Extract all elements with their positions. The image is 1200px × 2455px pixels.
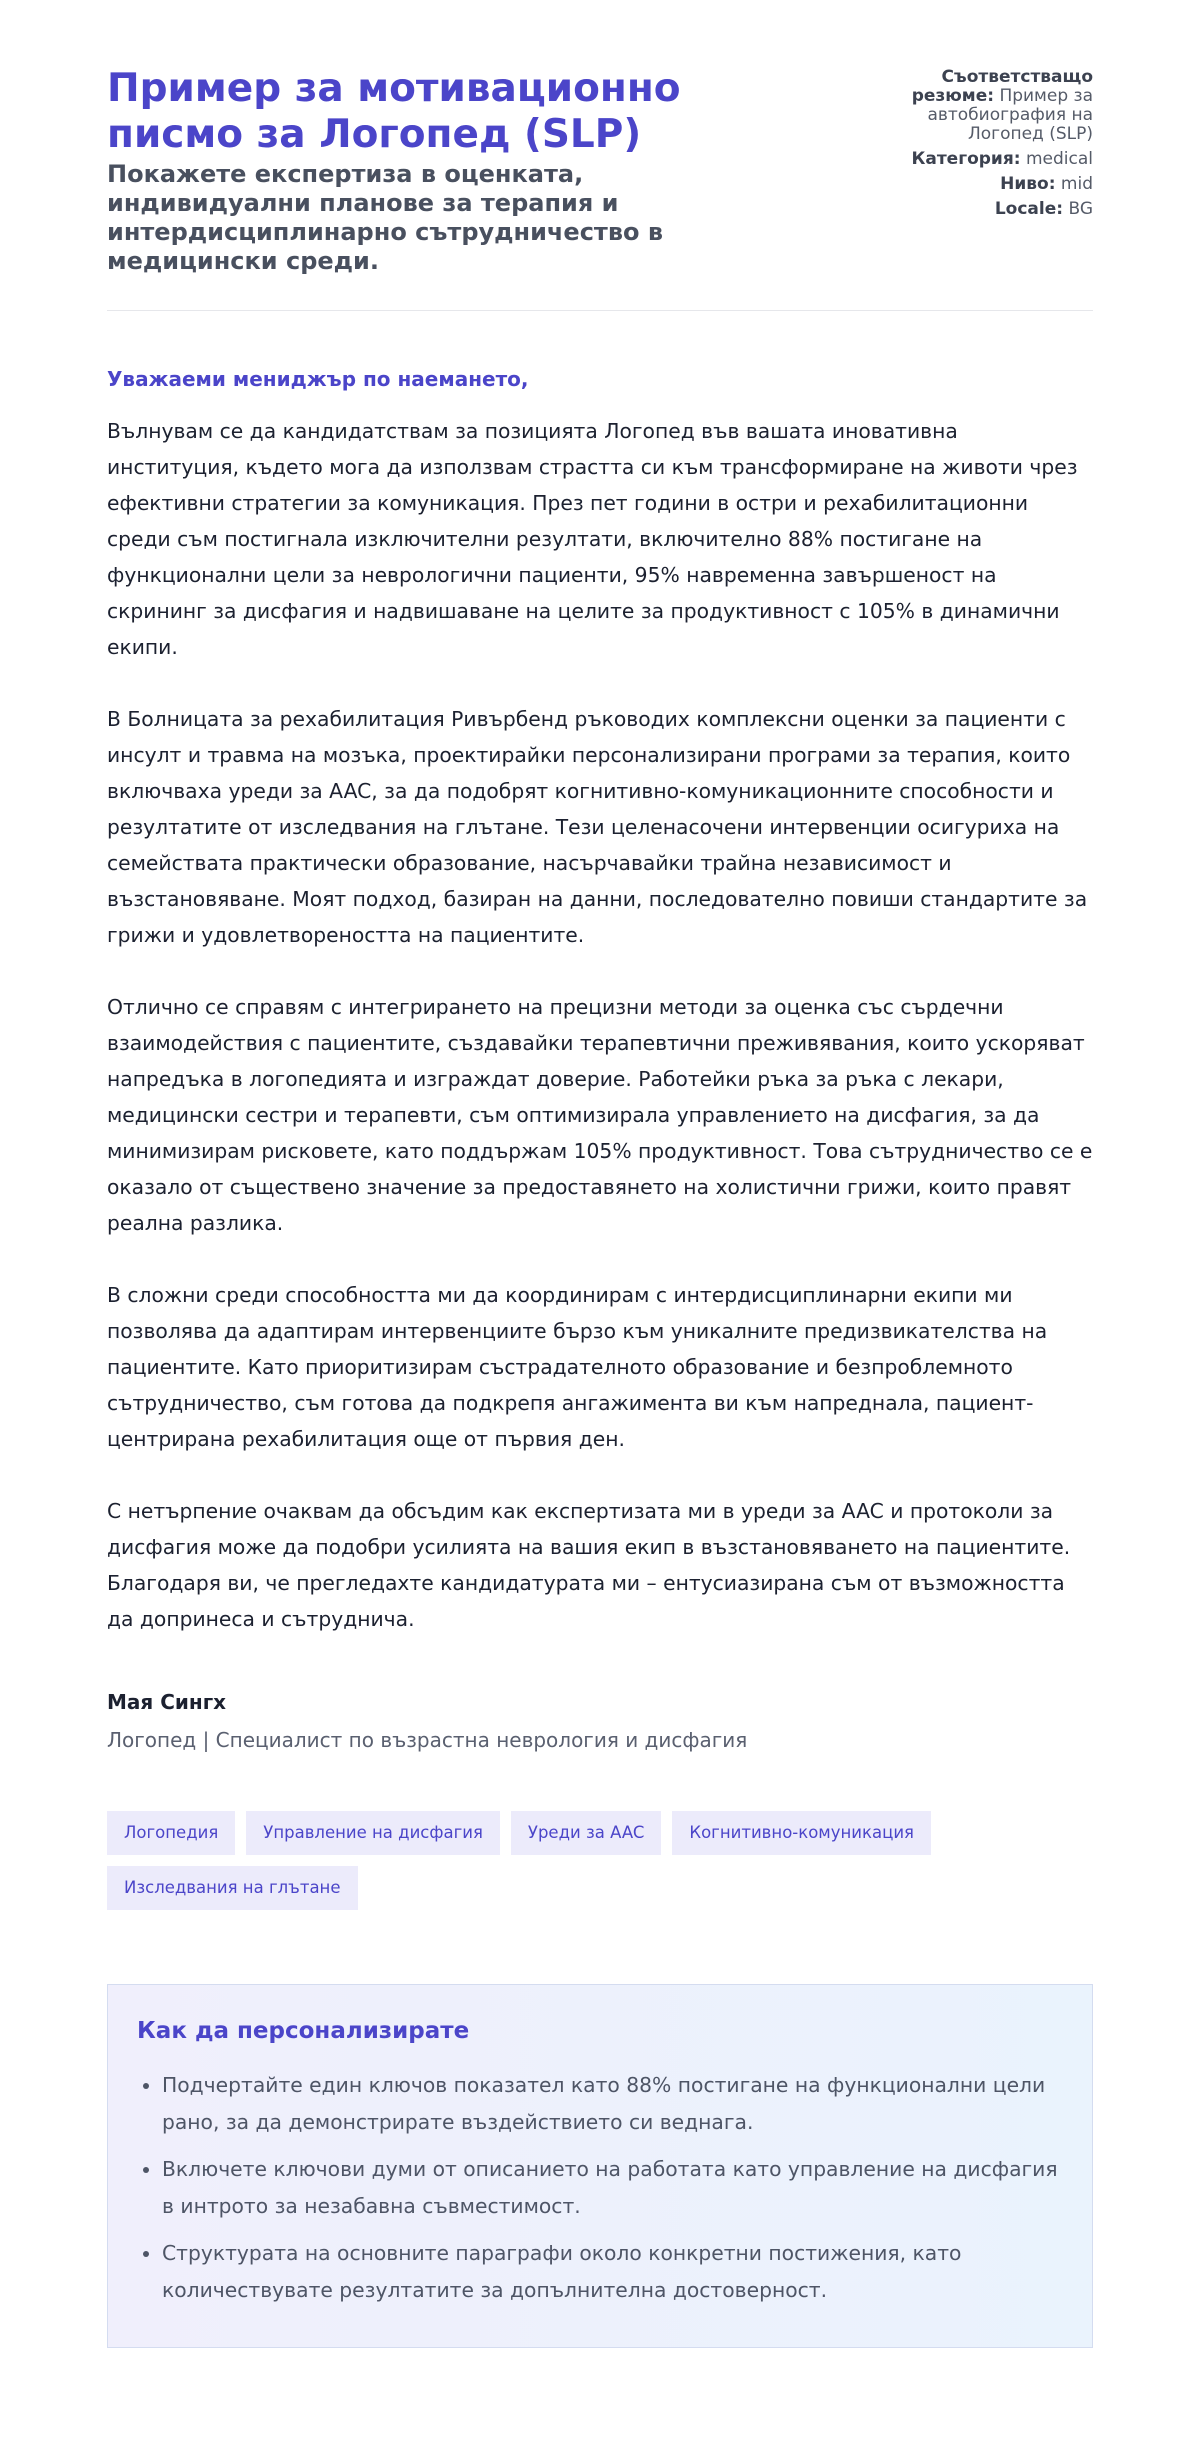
meta-value-resume-link: Пример за автобиография на Логопед (SLP) xyxy=(927,86,1093,144)
skill-tag: Логопедия xyxy=(107,1811,235,1855)
meta-key: Категория: xyxy=(911,149,1021,169)
meta-value: medical xyxy=(1025,149,1093,169)
letter-paragraph: Вълнувам се да кандидатствам за позицията Логопед във вашата иновативна институция, където мога да използвам страстта си към трансформиране на животи чрез ефективни стратегии за комуникация. През пет години в остри и рехабилитационни среди съм постигнала изключителни резултати, включително 88% постигане на функционални цели за неврологични пациенти, 95% навременна завършеност на скрининг за дисфагия и надвишаване на целите за продуктивност с 105% в динамични екипи. xyxy=(107,419,1078,659)
skill-tag: Когнитивно-комуникация xyxy=(672,1811,931,1855)
tips-list-item: • Включете ключови думи от описанието на работата като управление на дисфагия в интрото за незабавна съвместимост. xyxy=(162,2151,1063,2225)
skill-tags xyxy=(107,1811,1093,1921)
meta-matching-resume xyxy=(883,68,1093,144)
meta-value: mid xyxy=(1060,174,1093,194)
page-title: Пример за мотивационно писмо за Логопед (SLP) xyxy=(107,66,681,157)
skill-tag: Изследвания на глътане xyxy=(107,1866,358,1910)
letter-paragraph: В сложни среди способността ми да координирам с интердисциплинарни екипи ми позволява да адаптирам интервенциите бързо към уникалните предизвикателства на пациентите. Като приоритизирам състрадателното образование и безпроблемното сътрудничество, съм готова да подкрепя ангажимента ви към напреднала, пациент-центрирана рехабилитация още от първия ден. xyxy=(107,1283,1048,1451)
skill-tag: Уреди за AAC xyxy=(511,1811,661,1855)
letter-paragraph: В Болницата за рехабилитация Ривърбенд ръководих комплексни оценки за пациенти с инсулт и травма на мозъка, проектирайки персонализирани програми за терапия, които включваха уреди за AAC, за да подобрят когнитивно-комуникационните способности и резултатите от изследвания на глътане. Тези целенасочени интервенции осигуриха на семействата практически образование, насърчавайки трайна независимост и възстановяване. Моят подход, базиран на данни, последователно повиши стандартите за грижи и удовлетвореността на пациентите. xyxy=(107,707,1088,947)
meta-key: Ниво: xyxy=(1000,174,1056,194)
tips-list-item: • Структурата на основните параграфи около конкретни постижения, като количествувате резултатите за допълнителна достоверност. xyxy=(162,2235,1063,2309)
skill-tag: Управление на дисфагия xyxy=(246,1811,500,1855)
meta-level xyxy=(883,175,1093,194)
tips-list-item: • Подчертайте един ключов показател като 88% постигане на функционални цели рано, за да демонстрирате въздействието си веднага. xyxy=(162,2067,1063,2141)
signature-role: Логопед | Специалист по възрастна неврология и дисфагия xyxy=(107,1728,748,1752)
meta-locale xyxy=(883,200,1093,219)
meta-panel xyxy=(883,66,1093,225)
letter-paragraph: С нетърпение очаквам да обсъдим как експертизата ми в уреди за AAC и протоколи за дисфагия може да подобри усилията на вашия екип в възстановяването на пациентите. Благодаря ви, че прегледахте кандидатурата ми – ентусиазирана съм от възможността да допринеса и сътруднича. xyxy=(107,1499,1071,1631)
signature-name: Мая Сингх xyxy=(107,1690,227,1714)
meta-category xyxy=(883,150,1093,169)
header-title-block xyxy=(107,66,727,276)
meta-key: Съответстващо резюме: xyxy=(911,67,1093,106)
letter-body xyxy=(107,367,1093,1753)
signature-block xyxy=(107,1689,1093,1753)
tips-list xyxy=(137,2067,1063,2309)
letter-greeting: Уважаеми мениджър по наемането, xyxy=(107,367,529,391)
tips-title: Как да персонализирате xyxy=(137,2018,470,2044)
letter-paragraph: Отлично се справям с интегрирането на прецизни методи за оценка със сърдечни взаимодействия с пациентите, създавайки терапевтични преживявания, които ускоряват напредъка в логопедията и изграждат доверие. Работейки ръка за ръка с лекари, медицински сестри и терапевти, съм оптимизирала управлението на дисфагия, за да минимизирам рисковете, като поддържам 105% продуктивност. Това сътрудничество се е оказало от съществено значение за предоставянето на холистични грижи, които правят реална разлика. xyxy=(107,995,1093,1235)
meta-value: BG xyxy=(1068,199,1093,219)
page-subtitle: Покажете експертиза в оценката, индивидуални планове за терапия и интердисциплинарно сътрудничество в медицински среди. xyxy=(107,160,664,275)
meta-key: Locale: xyxy=(994,199,1064,219)
personalization-tips-box xyxy=(107,1984,1093,2348)
page-header xyxy=(107,0,1093,311)
